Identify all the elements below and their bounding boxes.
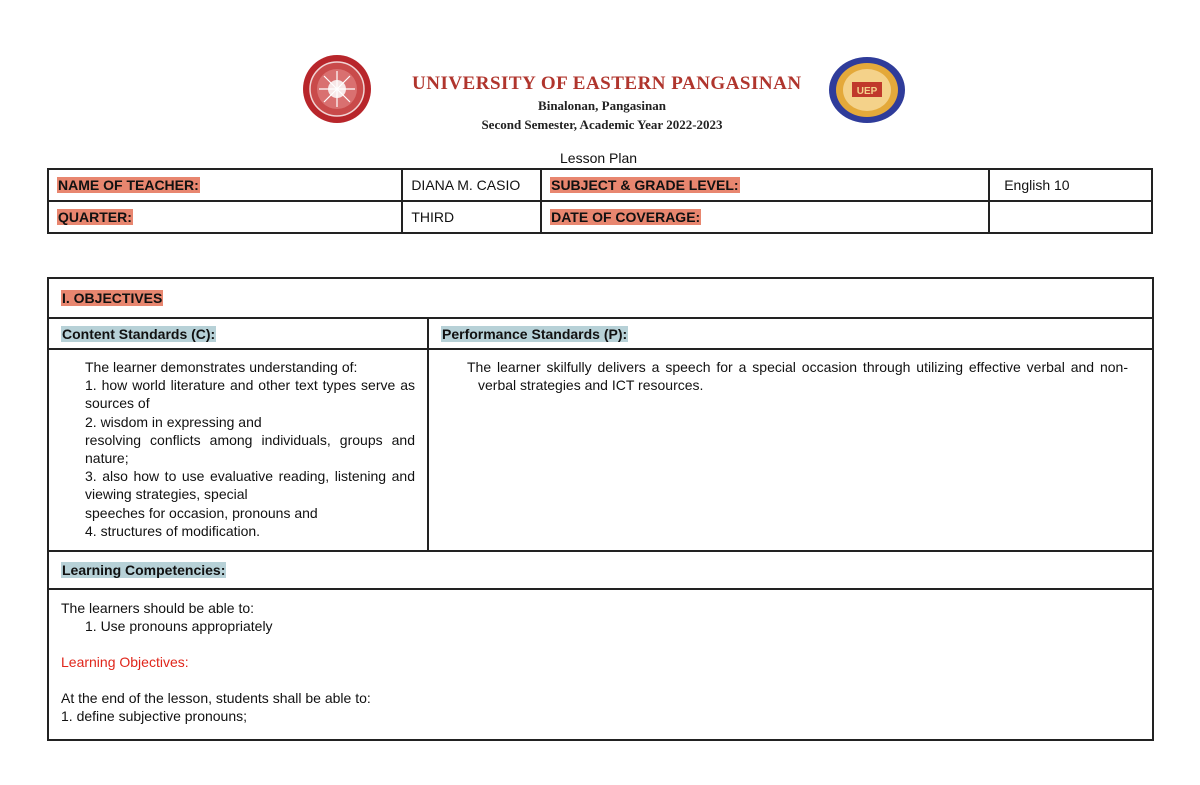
objectives-heading: I. OBJECTIVES [62,290,163,306]
list-item: 3. also how to use evaluative reading, listening and viewing strategies, special [85,468,415,503]
date-label-cell [541,201,989,233]
objectives-intro: At the end of the lesson, students shall be able to: [61,690,371,706]
university-location: Binalonan, Pangasinan [538,98,666,113]
university-seal-left [302,54,372,124]
performance-standards-label: Performance Standards (P): [442,325,628,342]
list-item: 4. structures of modification. [85,522,261,539]
lesson-info-table [47,168,1153,234]
subject-label: SUBJECT & GRADE LEVEL: [551,177,739,193]
seal-initials: UEP [856,86,878,97]
quarter-value: THIRD [402,201,541,233]
competencies-intro: The learners should be able to: [61,600,255,616]
list-item: speeches for occasion, pronouns and [85,504,318,521]
competencies-body [48,589,1153,740]
university-seal-right [827,55,907,125]
semester-line: Second Semester, Academic Year 2022-2023 [481,117,723,132]
competencies-label: Learning Competencies: [62,562,226,578]
performance-standards-text: The learner skilfully delivers a speech for a special occasion through utilizing effective verbal and non-verbal strategies and ICT resources. [467,359,1128,393]
date-value [989,201,1152,233]
list-item: resolving conflicts among individuals, groups and nature; [85,431,415,467]
list-item: 1. define subjective pronouns; [61,708,248,724]
table-row [48,278,1153,318]
content-standards-body [48,349,428,551]
table-row [48,589,1153,740]
university-name: UNIVERSITY OF EASTERN PANGASINAN [412,73,802,94]
list-item: 1. Use pronouns appropriately [85,618,273,634]
table-row [48,349,1153,551]
performance-standards-cell [428,318,1153,349]
content-standards-cell [48,318,428,349]
list-item: 1. how world literature and other text types serve as sources of [85,377,415,412]
competencies-heading-cell [48,551,1153,589]
document-title: Lesson Plan [560,150,638,166]
quarter-label: QUARTER: [58,209,132,225]
content-standards-label: Content Standards (C): [62,325,216,342]
teacher-label-cell [48,169,402,201]
performance-standards-body [428,349,1153,551]
list-item: The learner demonstrates understanding of: [85,359,358,375]
subject-label-cell [541,169,989,201]
learning-objectives-label: Learning Objectives: [61,654,189,670]
quarter-label-cell [48,201,402,233]
table-row [48,169,1152,201]
objectives-table [47,277,1154,741]
objectives-heading-cell [48,278,1153,318]
table-row [48,551,1153,589]
subject-value: English 10 [989,169,1152,201]
teacher-value: DIANA M. CASIO [402,169,541,201]
table-row [48,201,1152,233]
date-label: DATE OF COVERAGE: [551,209,701,225]
list-item: 2. wisdom in expressing and [85,413,262,430]
table-row [48,318,1153,349]
teacher-label: NAME OF TEACHER: [58,177,199,193]
